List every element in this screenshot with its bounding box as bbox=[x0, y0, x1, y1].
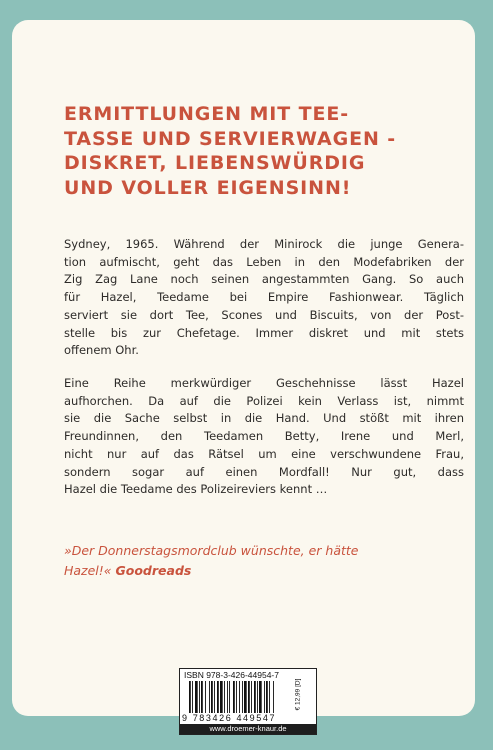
text-line: Freundinnen, den Teedamen Betty, Irene und Merl, bbox=[64, 429, 464, 444]
headline bbox=[64, 102, 464, 200]
headline-line: UND VOLLER EIGENSINN! bbox=[64, 176, 352, 199]
blurb-paragraph-2 bbox=[64, 375, 464, 499]
text-line: stelle bis zur Chefetage. Immer diskret und mit stets bbox=[64, 325, 464, 340]
text-line: Eine Reihe merkwürdiger Geschehnisse lässt Hazel bbox=[64, 376, 464, 390]
text-line: Sydney, 1965. Während der Minirock die junge Genera- bbox=[64, 237, 464, 251]
price-label: € 12,99 [D] bbox=[294, 678, 302, 711]
headline-line: TASSE UND SERVIERWAGEN - bbox=[64, 127, 397, 150]
text-line: sie die Sache selbst in die Hand. Und stößt mit ihren bbox=[64, 411, 464, 426]
back-cover bbox=[12, 20, 475, 716]
text-line: offenem Ohr. bbox=[64, 343, 139, 358]
blurb-paragraph-1 bbox=[64, 236, 464, 360]
barcode-digits: 9 783426 449547 bbox=[182, 713, 277, 723]
barcode-icon bbox=[189, 681, 294, 713]
review-quote bbox=[64, 541, 464, 581]
isbn-label: ISBN 978-3-426-44954-7 bbox=[184, 670, 279, 680]
quote-line: »Der Donnerstagsmordclub wünschte, er hätte bbox=[64, 543, 359, 558]
text-line: Zig Zag Lane noch seinen angestammten Gang. So auch bbox=[64, 272, 464, 287]
quote-end: Hazel!« bbox=[64, 563, 112, 578]
text-line: aufhorchen. Da auf die Polizei kein Verlass ist, nimmt bbox=[64, 393, 464, 408]
headline-line: DISKRET, LIEBENSWÜRDIG bbox=[64, 152, 366, 174]
barcode-box bbox=[179, 668, 317, 735]
text-line: serviert sie dort Tee, Scones und Biscuits, von der Post- bbox=[64, 307, 464, 322]
publisher-url: www.droemer-knaur.de bbox=[180, 724, 316, 734]
quote-source: Goodreads bbox=[115, 563, 192, 578]
text-line: nicht nur auf das Rätsel um eine verschwundene Frau, bbox=[64, 446, 464, 461]
text-line: für Hazel, Teedame bei Empire Fashionwear. Täglich bbox=[64, 290, 464, 305]
text-line: Hazel die Teedame des Polizeireviers kennt … bbox=[64, 482, 328, 497]
text-line: sondern sogar auf einen Mordfall! Nur gut, dass bbox=[64, 464, 464, 479]
text-line: tion aufmischt, geht das Leben in den Modefabriken der bbox=[64, 254, 464, 269]
quote-line bbox=[64, 561, 464, 581]
headline-line: ERMITTLUNGEN MIT TEE- bbox=[64, 103, 350, 125]
